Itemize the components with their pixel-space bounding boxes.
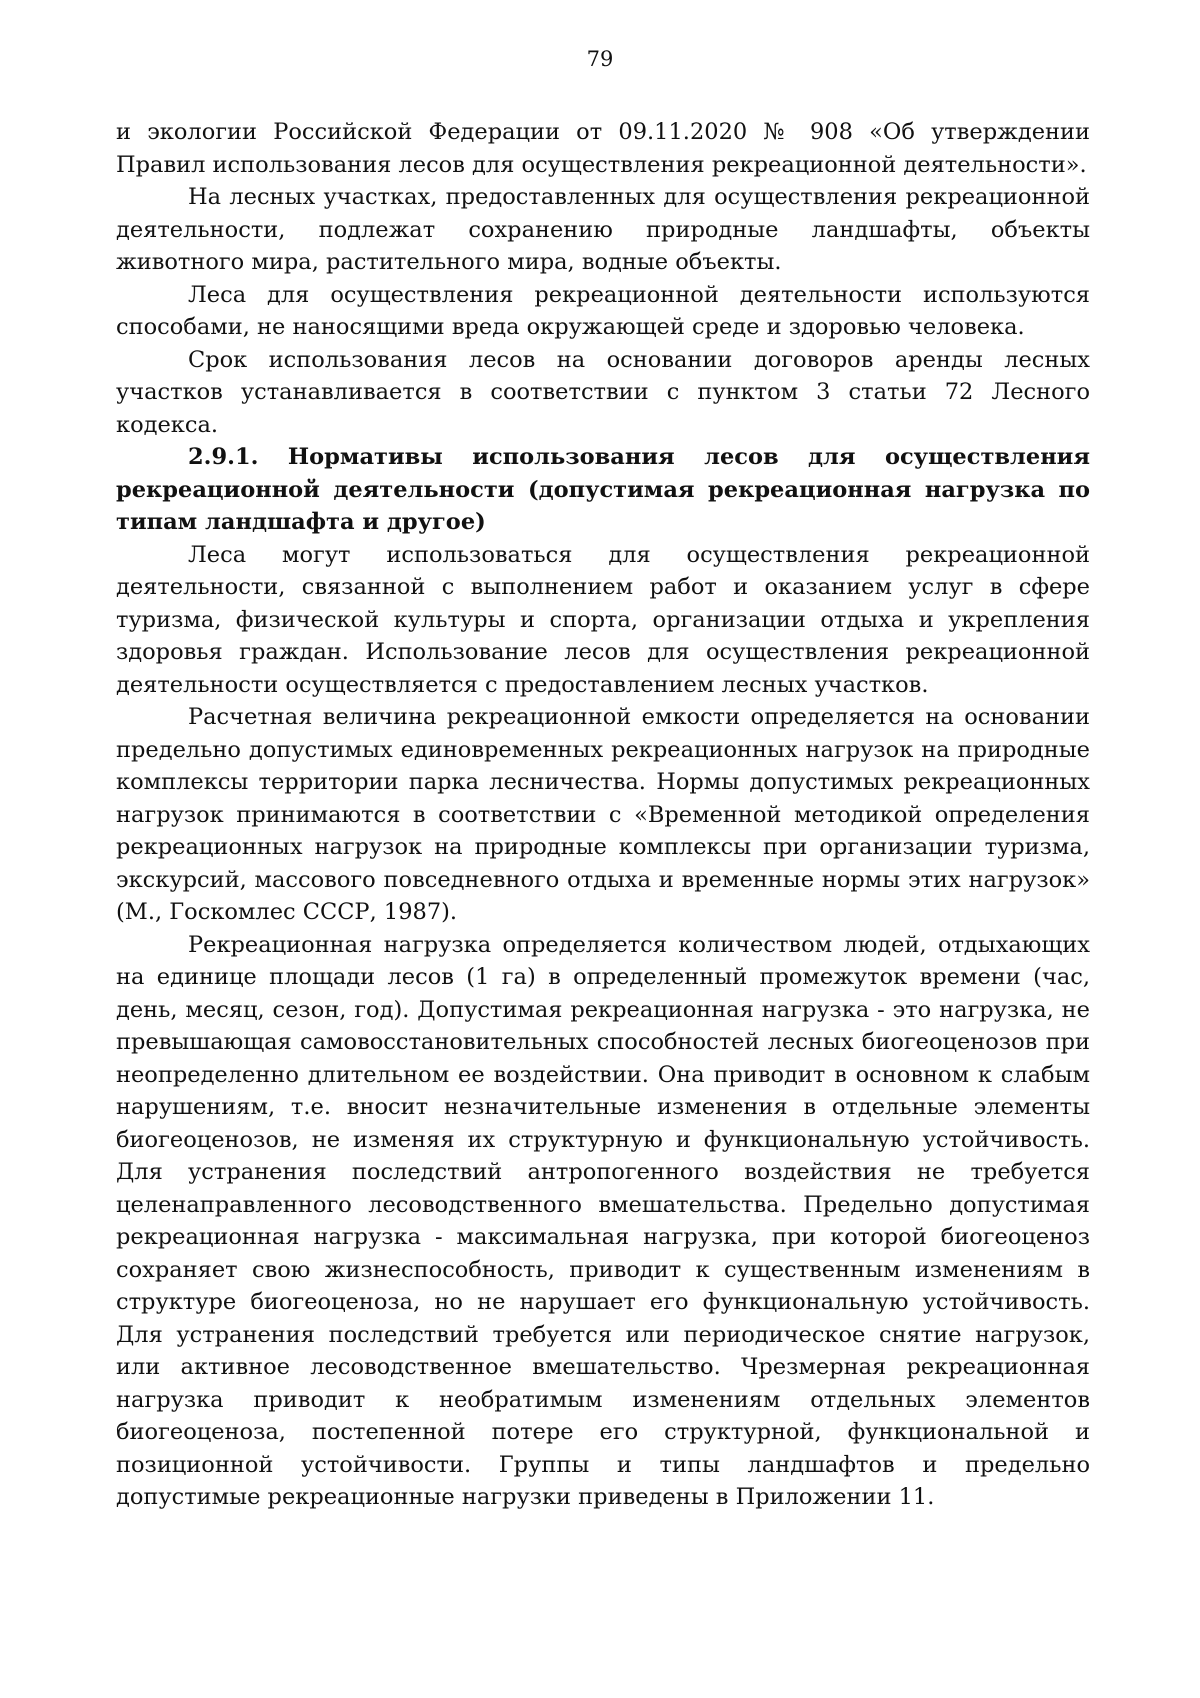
paragraph-lease-term: Срок использования лесов на основании договоров аренды лесных участков устанавливается в соответствии с пунктом 3 статьи 72 Лесного кодекса. [116,346,1090,438]
paragraph-landscapes: На лесных участках, предоставленных для осуществления рекреационной деятельности, подлежат сохранению природные ландшафты, объекты животного мира, растительного мира, водные объекты. [116,184,1090,275]
paragraph-recreational-capacity: Расчетная величина рекреационной емкости определяется на основании предельно допустимых единовременных рекреационных нагрузок на природные комплексы территории парка лесничества. Нормы допустимых рекреационных нагрузок принимаются в соответствии с «Временной методикой определения рекреационных нагрузок на природные комплексы при организации туризма, экскурсий, массового повседневного отдыха и временные нормы этих нагрузок» (М., Госкомлес СССР, 1987). [116,704,1090,925]
paragraph-usage-methods: Леса для осуществления рекреационной деятельности используются способами, не наносящими вреда окружающей среде и здоровью человека. [116,281,1090,340]
paragraph-forest-use: Леса могут использоваться для осуществления рекреационной деятельности, связанной с выполнением работ и оказанием услуг в сфере туризма, физической культуры и спорта, организации отдыха и укрепления здоровья граждан. Использование лесов для осуществления рекреационной деятельности осуществляется с предоставлением лесных участков. [116,541,1090,698]
section-heading: 2.9.1. Нормативы использования лесов для осуществления рекреационной деятельности (допустимая рекреационная нагрузка по типам ландшафта и другое) [116,444,1090,535]
paragraph-continuation: и экологии Российской Федерации от 09.11.2020 № 908 «Об утверждении Правил использования лесов для осуществления рекреационной деятельности». [116,119,1090,178]
document-body [116,116,1090,1514]
page-number: 79 [586,47,614,71]
paragraph-recreational-load: Рекреационная нагрузка определяется количеством людей, отдыхающих на единице площади лесов (1 га) в определенный промежуток времени (час, день, месяц, сезон, год). Допустимая рекреационная нагрузка - это нагрузка, не превышающая самовосстановительных способностей лесных биогеоценозов при неопределенно длительном ее воздействии. Она приводит в основном к слабым нарушениям, т.е. вносит незначительные изменения в отдельные элементы биогеоценозов, не изменяя их структурную и функциональную устойчивость. Для устранения последствий антропогенного воздействия не требуется целенаправленного лесоводственного вмешательства. Предельно допустимая рекреационная нагрузка - максимальная нагрузка, при которой биогеоценоз сохраняет свою жизнеспособность, приводит к существенным изменениям в структуре биогеоценоза, но не нарушает его функциональную устойчивость. Для устранения последствий требуется или периодическое снятие нагрузок, или активное лесоводственное вмешательство. Чрезмерная рекреационная нагрузка приводит к необратимым изменениям отдельных элементов биогеоценоза, постепенной потере его структурной, функциональной и позиционной устойчивости. Группы и типы ландшафтов и предельно допустимые рекреационные нагрузки приведены в Приложении 11. [116,931,1090,1510]
